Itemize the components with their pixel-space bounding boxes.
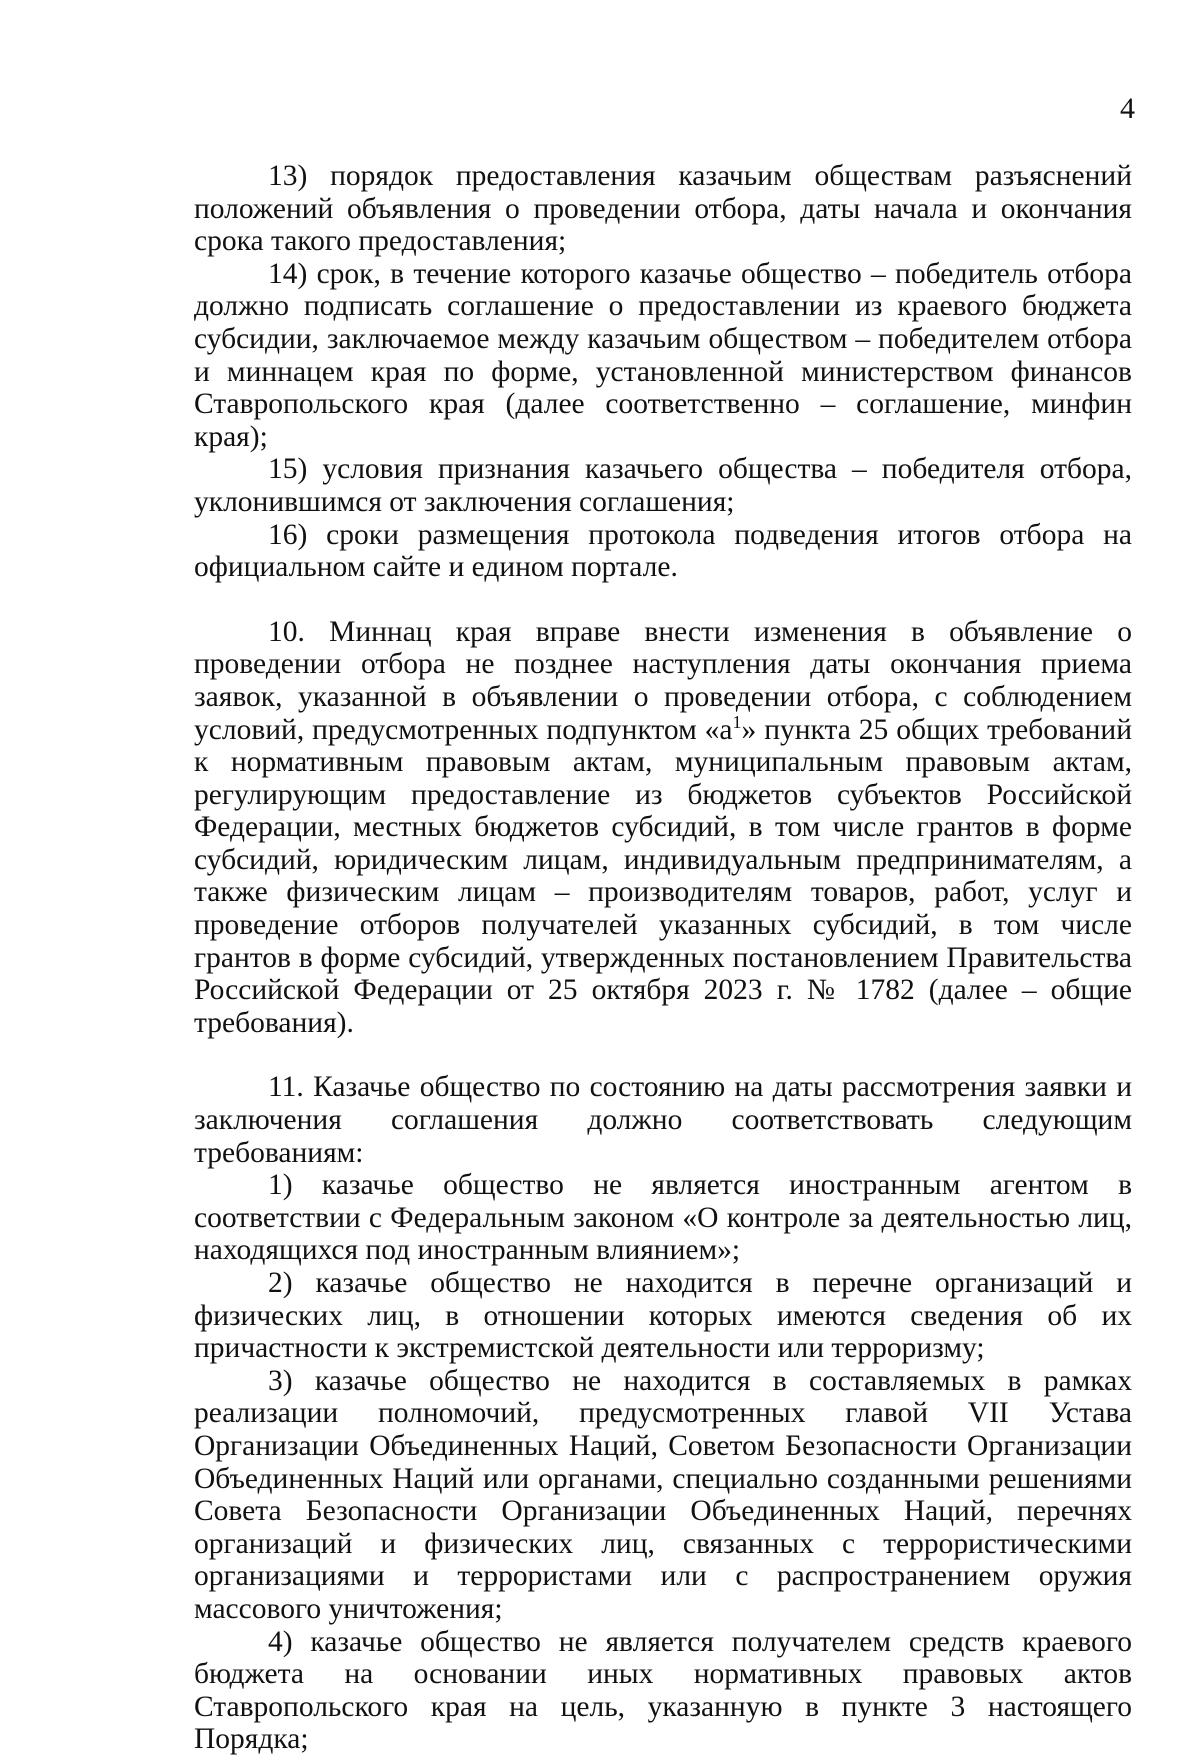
section-11-paragraph: 11. Казачье общество по состоянию на даты рассмотрения заявки и заключения соглашения должно соответствовать следующим требованиям: — [194, 1071, 1132, 1169]
list-item-13: 13) порядок предоставления казачьим обществам разъяснений положений объявления о проведении отбора, даты начала и окончания срока такого предоставления; — [194, 160, 1132, 258]
superscript-marker: 1 — [732, 711, 742, 732]
section-10-paragraph — [194, 616, 1132, 1040]
document-body — [194, 160, 1132, 1756]
list-item-14: 14) срок, в течение которого казачье общество – победитель отбора должно подписать соглашение о предоставлении из краевого бюджета субсидии, заключаемое между казачьим обществом – победителем отбора и миннацем края по форме, установленной министерством финансов Ставропольского края (далее соответственно – соглашение, минфин края); — [194, 257, 1132, 453]
list-item-16: 16) сроки размещения протокола подведения итогов отбора на официальном сайте и едином портале. — [194, 518, 1132, 584]
requirement-item-4: 4) казачье общество не является получателем средств краевого бюджета на основании иных нормативных правовых актов Ставропольского края на цель, указанную в пункте 3 настоящего Порядка; — [194, 1625, 1132, 1756]
requirement-item-1: 1) казачье общество не является иностранным агентом в соответствии с Федеральным законом «О контроле за деятельностью лиц, находящихся под иностранным влиянием»; — [194, 1169, 1132, 1267]
section-10-text-before: 10. Миннац края вправе внести изменения в объявление о проведении отбора не позднее наступления даты окончания приема заявок, указанной в объявлении о проведении отбора, с соблюдением условий, предусмотренных подпунктом «а — [194, 615, 1132, 746]
page-number: 4 — [1120, 92, 1135, 125]
requirement-item-3: 3) казачье общество не находится в составляемых в рамках реализации полномочий, предусмотренных главой VII Устава Организации Объединенных Наций, Советом Безопасности Организации Объединенных Наций или органами, специально созданными решениями Совета Безопасности Организации Объединенных Наций, перечнях организаций и физических лиц, связанных с террористическими организациями и террористами или с распространением оружия массового уничтожения; — [194, 1364, 1132, 1625]
list-item-15: 15) условия признания казачьего общества – победителя отбора, уклонившимся от заключения соглашения; — [194, 453, 1132, 518]
section-10-text-after: » пункта 25 общих требований к нормативным правовым актам, муниципальным правовым актам, регулирующим предоставление из бюджетов субъектов Российской Федерации, местных бюджетов субсидий, в том числе грантов в форме субсидий, юридическим лицам, индивидуальным предпринимателям, а также физическим лицам – производителям товаров, работ, услуг и проведение отборов получателей указанных субсидий, в том числе грантов в форме субсидий, утвержденных постановлением Правительства Российской Федерации от 25 октября 2023 г. № 1782 (далее – общие требования). — [194, 713, 1132, 1039]
requirement-item-2: 2) казачье общество не находится в перечне организаций и физических лиц, в отношении которых имеются сведения об их причастности к экстремистской деятельности или терроризму; — [194, 1267, 1132, 1365]
